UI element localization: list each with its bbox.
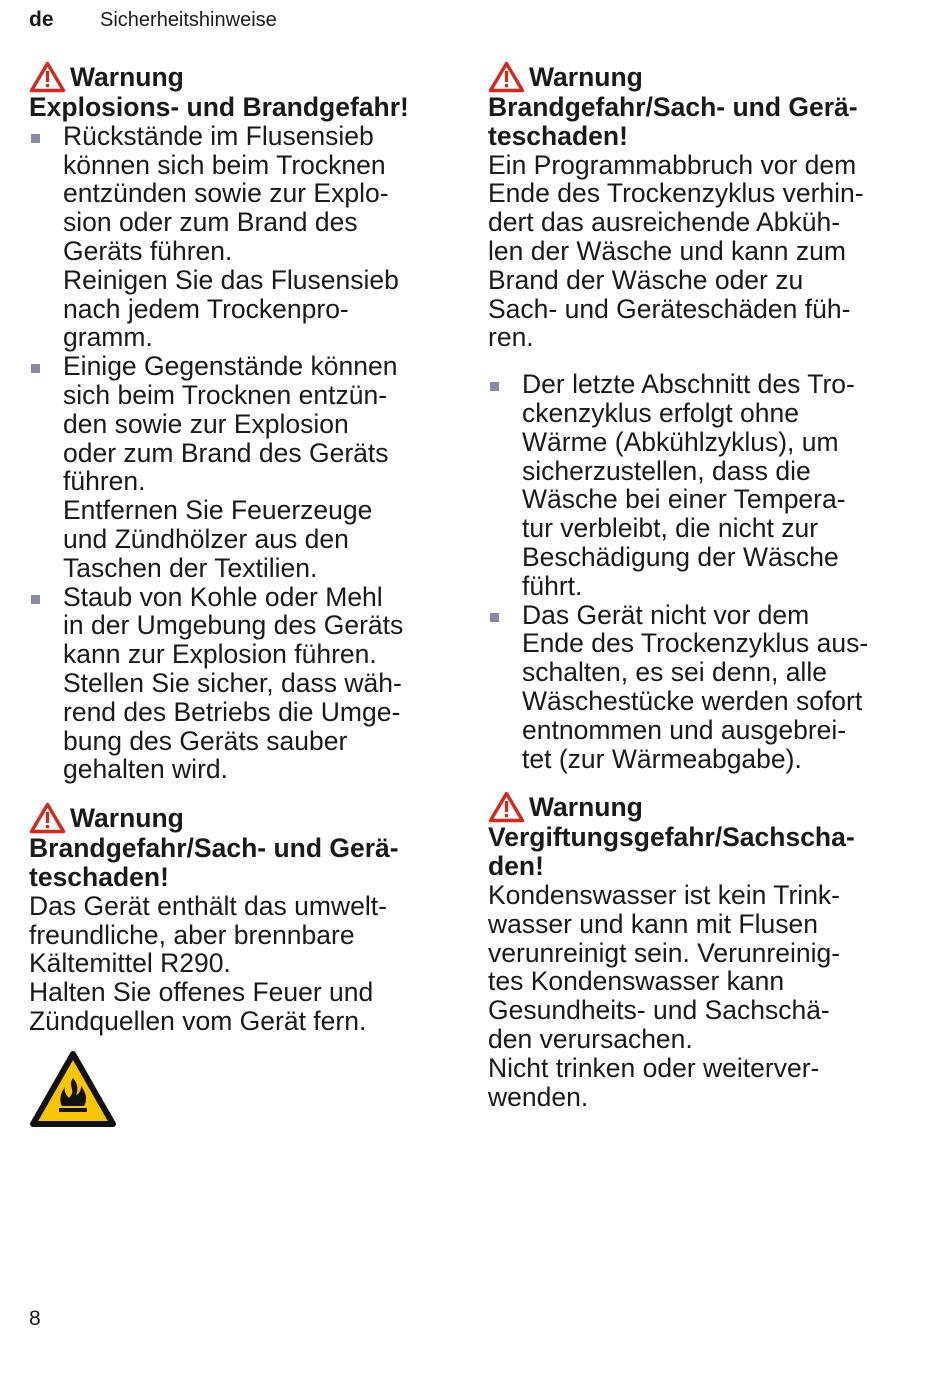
warning-label: Warnung — [70, 802, 184, 833]
list-item-text: Der letzte Abschnitt des Tro- ckenzyklus erfolgt ohne Wärme (Abkühlzyklus), um sicherzustellen, dass die Wäsche bei einer Tempera- tur verbleibt, die nicht zur Beschädigung der Wäsche führt. — [522, 369, 855, 601]
left-column — [29, 61, 459, 1152]
warning-poisoning — [488, 791, 918, 1111]
bullet-square-icon — [31, 595, 40, 604]
right-column — [488, 61, 918, 1129]
list-item — [29, 352, 459, 582]
header-section-title: Sicherheitshinweise — [100, 9, 277, 31]
page-number: 8 — [29, 1307, 41, 1330]
warning-refrigerant — [29, 802, 459, 1133]
warning-text: Ein Programmabbruch vor dem Ende des Trockenzyklus verhin- dert das ausreichende Abküh- len der Wäsche und kann zum Brand der Wäsche oder zu Sach- und Geräteschäden füh- ren. — [488, 149, 864, 353]
warning-triangle-icon — [488, 61, 525, 93]
warning-subtitle: Brandgefahr/Sach- und Gerä- teschaden! — [488, 92, 858, 151]
warning-explosion-fire — [29, 61, 459, 784]
warning-heading — [488, 61, 918, 93]
list-item — [29, 583, 459, 785]
warning-text: Kondenswasser ist kein Trink- wasser und kann mit Flusen verunreinigt sein. Verunreinig- tes Kondenswasser kann Gesundheits- und Sachschä- den verursachen. Nicht trinken oder weiterver- wenden. — [488, 879, 841, 1112]
warning-text: Das Gerät enthält das umwelt- freundliche, aber brennbare Kältemittel R290. Halten Sie offenes Feuer und Zündquellen vom Gerät fern. — [29, 890, 387, 1036]
bullet-square-icon — [490, 382, 499, 391]
flammable-warning-icon — [29, 1050, 117, 1128]
list-item — [488, 601, 918, 774]
warning-subtitle: Explosions- und Brandgefahr! — [29, 92, 409, 122]
warning-label: Warnung — [529, 791, 643, 822]
warning-subtitle: Vergiftungsgefahr/Sachscha- den! — [488, 822, 855, 882]
warning-triangle-icon — [29, 802, 66, 834]
list-item — [488, 370, 918, 600]
list-item-text: Das Gerät nicht vor dem Ende des Trockenzyklus aus- schalten, es sei denn, alle Wäschestücke werden sofort entnommen und ausgebrei- tet (zur Wärmeabgabe). — [522, 599, 869, 774]
warning-heading — [29, 802, 459, 834]
list-item — [29, 122, 459, 352]
warning-label: Warnung — [529, 61, 643, 92]
bullet-square-icon — [490, 613, 499, 622]
warning-label: Warnung — [70, 61, 184, 92]
header-lang: de — [29, 8, 54, 31]
bullet-square-icon — [31, 364, 40, 373]
warning-list — [488, 370, 918, 773]
warning-triangle-icon — [29, 61, 66, 93]
list-item-text: Staub von Kohle oder Mehl in der Umgebung des Geräts kann zur Explosion führen. Stellen Sie sicher, dass wäh- rend des Betriebs die Umge- bung des Geräts sauber gehalten wird. — [63, 581, 404, 785]
warning-subtitle: Brandgefahr/Sach- und Gerä- teschaden! — [29, 833, 399, 892]
list-item-text: Rückstände im Flusensieb können sich beim Trocknen entzünden sowie zur Explo- sion oder zum Brand des Geräts führen. Reinigen Sie das Flusensieb nach jedem Trockenpro- gramm. — [63, 120, 399, 353]
bullet-square-icon — [31, 134, 40, 143]
list-item-text: Einige Gegenstände können sich beim Trocknen entzün- den sowie zur Explosion oder zum Brand des Geräts führen. Entfernen Sie Feuerzeuge und Zündhölzer aus den Taschen der Textilien. — [63, 351, 398, 583]
warning-triangle-icon — [488, 791, 525, 823]
warning-heading — [29, 61, 459, 93]
warning-program-abort — [488, 61, 918, 773]
warning-list — [29, 122, 459, 784]
warning-heading — [488, 791, 918, 823]
